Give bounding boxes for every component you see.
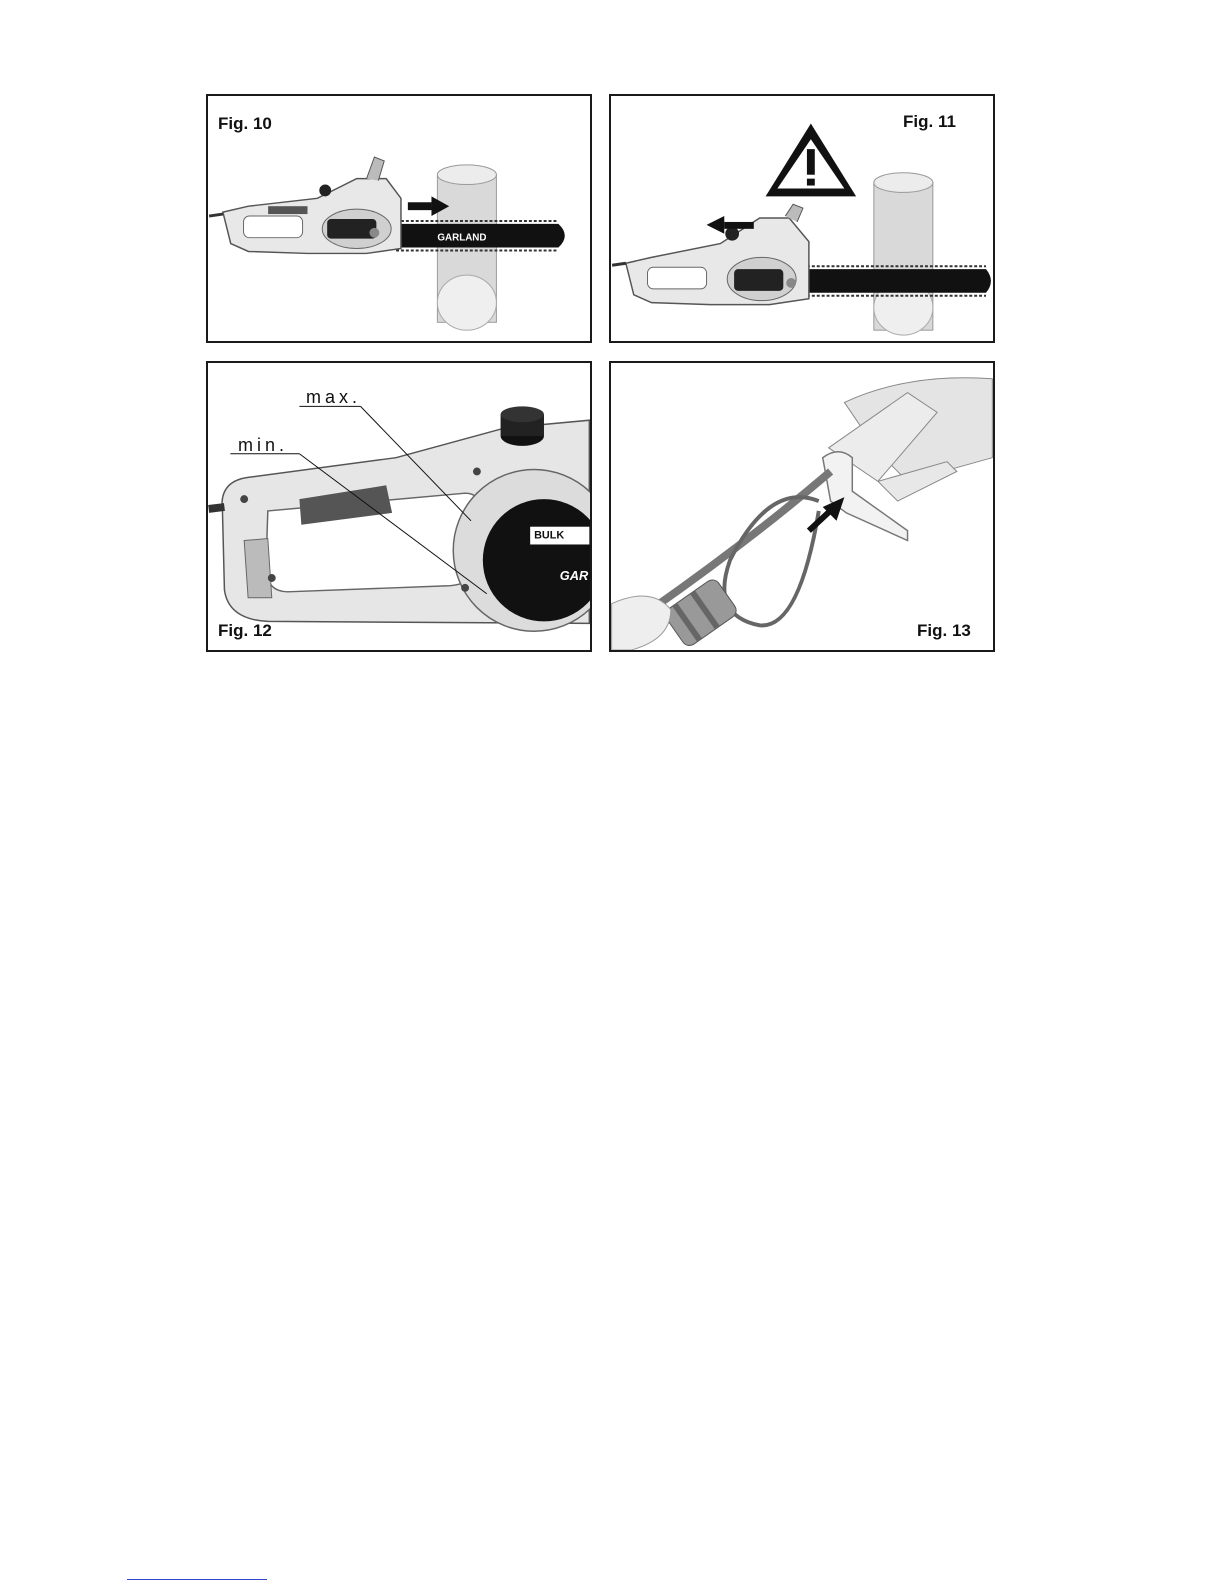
min-level-label: min. <box>238 435 289 455</box>
figure-label: Fig. 11 <box>903 112 956 131</box>
chainsaw-oil-level-illustration <box>208 363 590 650</box>
warning-triangle-icon <box>766 124 857 197</box>
cord-insert-arrow-icon <box>809 497 845 531</box>
chainsaw-kickback-illustration <box>611 96 993 341</box>
brand-logo-text: GAR <box>559 567 589 583</box>
cord-retainer-illustration <box>611 363 993 650</box>
figure-13 <box>609 361 995 652</box>
figure-10 <box>206 94 592 343</box>
figure-12 <box>206 361 592 652</box>
figure-11 <box>609 94 995 343</box>
brand-logo-text: GARLAND <box>437 232 487 244</box>
log-illustration <box>874 173 933 335</box>
figure-label: Fig. 13 <box>917 621 971 640</box>
max-level-label: max. <box>306 387 362 407</box>
footer-divider-line <box>127 1579 267 1580</box>
figure-label: Fig. 10 <box>218 114 272 133</box>
figure-label: Fig. 12 <box>218 621 272 640</box>
model-logo-text: BULK <box>534 529 565 542</box>
